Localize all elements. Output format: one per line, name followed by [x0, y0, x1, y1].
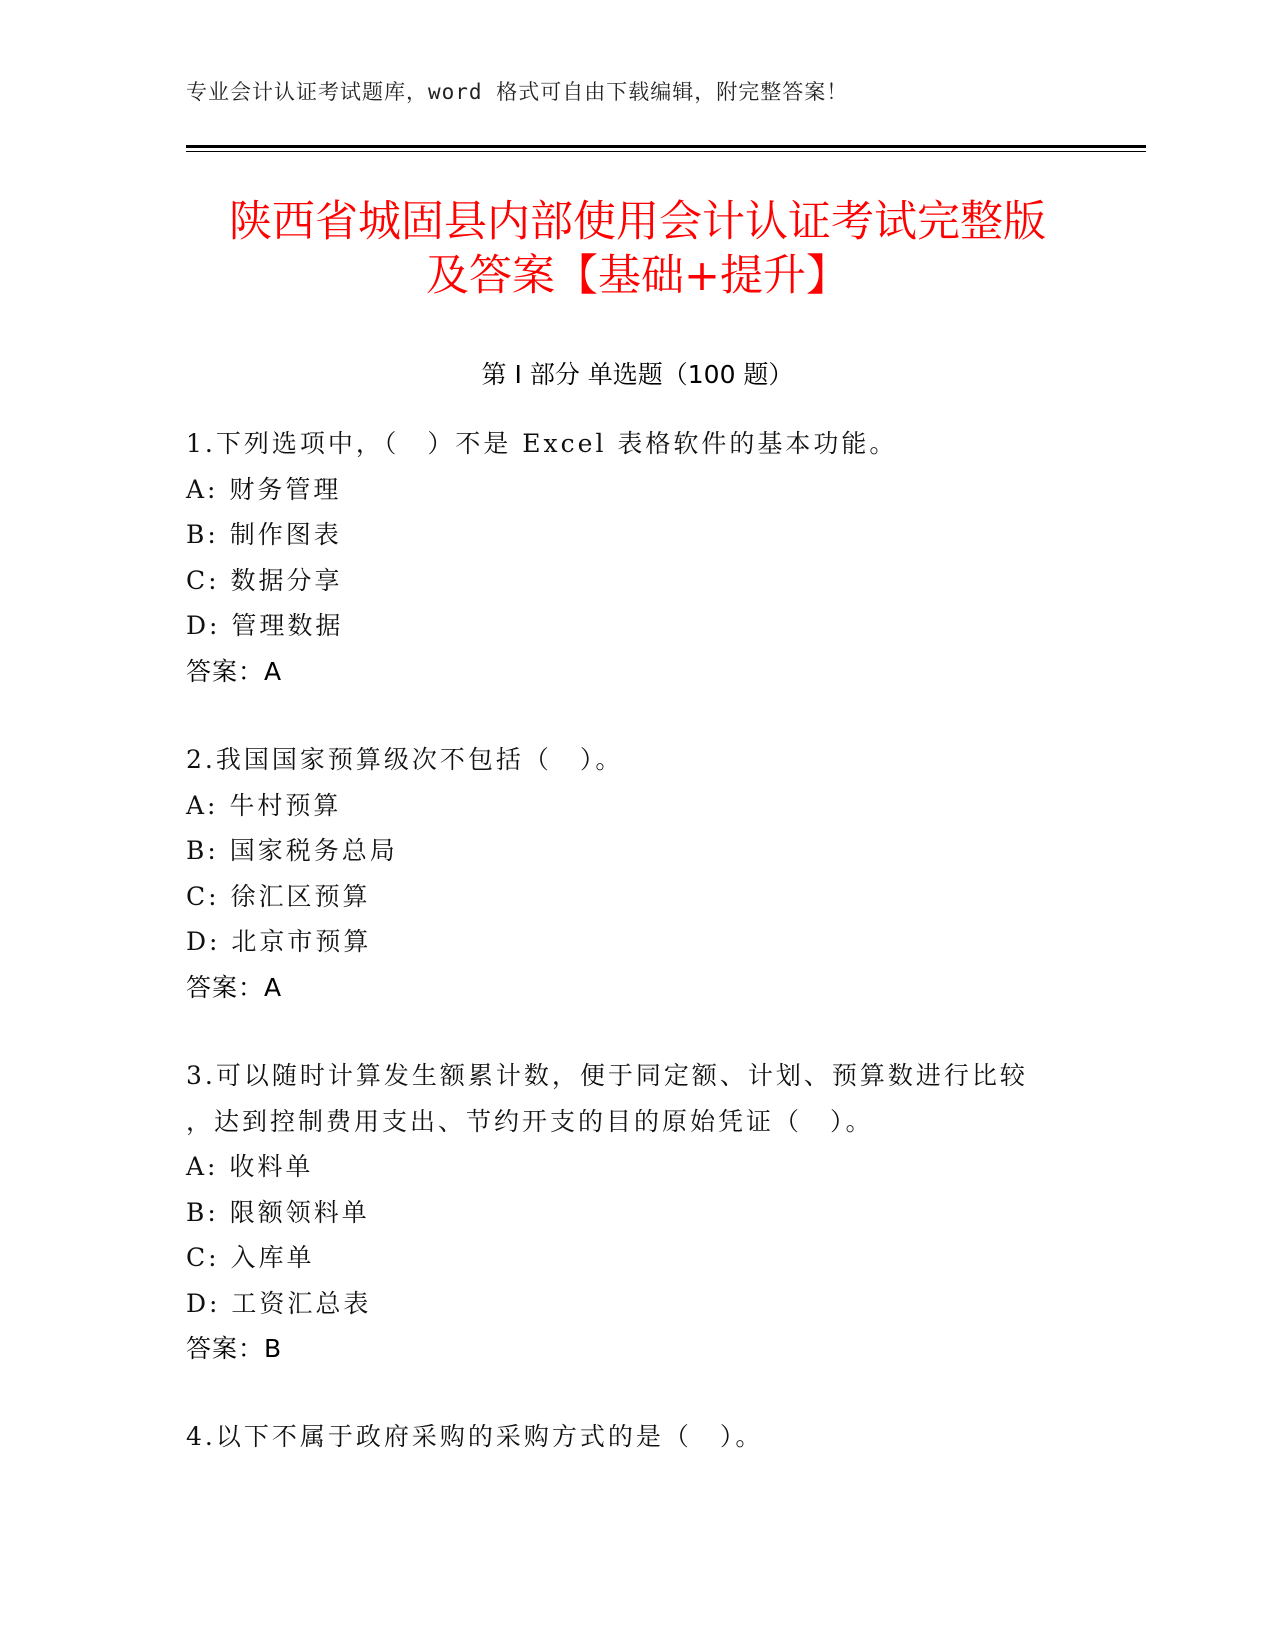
- question-stem: 4.以下不属于政府采购的采购方式的是（ ）。: [186, 1422, 764, 1451]
- section-title: 第 I 部分 单选题（100 题）: [481, 360, 794, 389]
- answer: 答案：B: [186, 1334, 283, 1363]
- option-d: D: 北京市预算: [186, 927, 372, 956]
- question-2: [186, 737, 1086, 1010]
- question-stem-line-1: 3.可以随时计算发生额累计数，便于同定额、计划、预算数进行比较: [186, 1061, 1028, 1090]
- header-rule-thick: [186, 145, 1146, 148]
- option-c: C: 入库单: [186, 1243, 315, 1272]
- option-c: C: 徐汇区预算: [186, 881, 371, 911]
- option-b: B: 限额领料单: [186, 1197, 370, 1227]
- question-4: [186, 1414, 1086, 1460]
- question-stem: 2.我国国家预算级次不包括（ ）。: [186, 745, 624, 774]
- question-1: [186, 421, 1086, 694]
- option-a: A: 财务管理: [186, 474, 342, 504]
- document-title-line-2: 及答案【基础+提升】: [425, 251, 850, 301]
- option-b: B: 制作图表: [186, 520, 342, 549]
- question-3: [186, 1053, 1086, 1372]
- document-title-line-1: 陕西省城固县内部使用会计认证考试完整版: [229, 197, 1046, 247]
- option-c: C: 数据分享: [186, 565, 343, 595]
- header-rule-thin: [186, 151, 1146, 152]
- option-d: D: 工资汇总表: [186, 1288, 372, 1318]
- option-b: B: 国家税务总局: [186, 836, 398, 865]
- question-stem-line-2: ，达到控制费用支出、节约开支的目的原始凭证（ ）。: [186, 1106, 874, 1136]
- header-note: 专业会计认证考试题库，word 格式可自由下载编辑，附完整答案！: [186, 80, 849, 104]
- answer: 答案：A: [186, 972, 283, 1002]
- question-stem: 1.下列选项中，（ ）不是 Excel 表格软件的基本功能。: [186, 429, 898, 458]
- option-a: A: 收料单: [186, 1152, 314, 1181]
- option-d: D: 管理数据: [186, 611, 344, 640]
- option-a: A: 牛村预算: [186, 790, 342, 820]
- document-title: [150, 195, 1125, 303]
- answer: 答案：A: [186, 656, 283, 686]
